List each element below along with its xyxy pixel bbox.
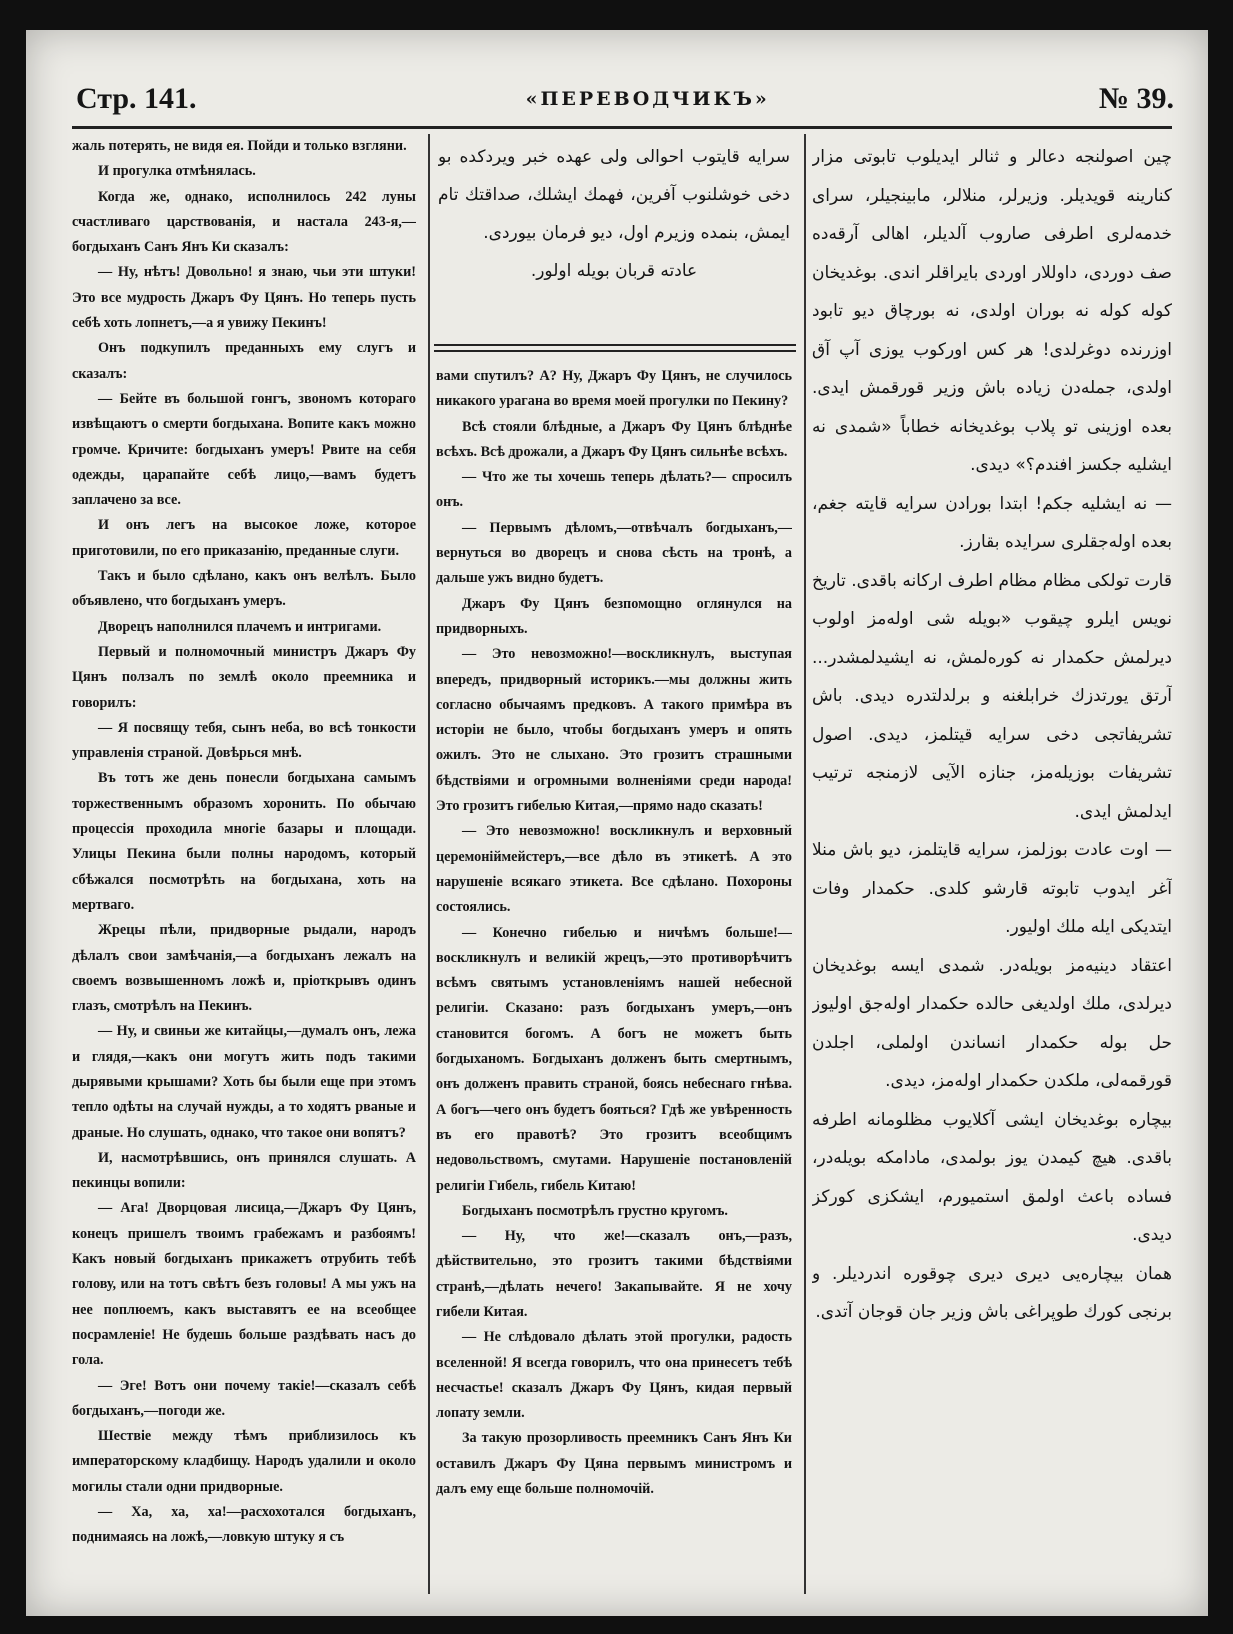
left-paragraph: Дворецъ наполнился плачемъ и интригами.: [98, 618, 382, 635]
mid-paragraph: — Ну, что же!—сказалъ онъ,—разъ, дѣйствительно, это грозитъ такими бѣдствіями странѣ,—дѣлать нечего! Закапывайте. Я не хочу гибели Китая.: [436, 1228, 792, 1320]
column-divider-left: [428, 134, 430, 1594]
ottoman-paragraph: سرایه قایتوب احوالی ولی عهده خبر ویردکده بو دخی خوشلنوب آفرین، فهمك ایشلك، صداقتك تام ایمش، بنمده وزیرم اول، دیو فرمان بیوردی.: [438, 147, 790, 243]
left-paragraph: — Ну, и свиньи же китайцы,—думалъ онъ, лежа и глядя,—какъ они могутъ жить подъ такими дырявыми крышами? Хоть бы были еще при этомъ тепло одѣты на случай нужды, а то ходятъ рваные и драные. Но слушать, однако, что такое они вопятъ?: [72, 1023, 416, 1141]
mid-paragraph: За такую прозорливость преемникъ Санъ Янъ Ки оставилъ Джаръ Фу Цяна первымъ министромъ и далъ ему еще больше полномочій.: [436, 1430, 792, 1498]
right-paragraph: — اوت عادت بوزلمز، سرایه قایتلمز، دیو باش منلا آغر ایدوب تابوته قارشو کلدی. حکمدار وفات ایتدیکی ایله ملك اولیور.: [812, 840, 1172, 937]
ottoman-closing-line: عادته قربان بویله اولور.: [530, 261, 698, 281]
mid-paragraph: Джаръ Фу Цянъ безпомощно оглянулся на придворныхъ.: [436, 595, 792, 637]
right-column-ottoman-text: [812, 138, 1172, 1588]
left-paragraph: — Ну, нѣтъ! Довольно! я знаю, чьи эти штуки! Это все мудрость Джаръ Фу Цянъ. Но теперь пусть себѣ хоть лопнетъ,—а я увижу Пекинъ!: [72, 264, 416, 332]
mid-paragraph: — Это невозможно!—воскликнулъ, выступая впередъ, придворный историкъ.—мы должны жить согласно обычаямъ предковъ. А такого примѣра въ исторіи не было, чтобы богдыханъ умеръ и опять ожилъ. Это не слыхано. Это грозитъ страшными бѣдствіями и огромными волненіями среди народа! Это грозитъ гибелью Китая,—прямо надо сказать!: [436, 646, 792, 815]
right-paragraph: قارت تولکی مظام مظام اطرف ارکانه باقدی. تاریخ نویس ایلرو چیقوب «بویله شی اوله‌مز اولوب دیرلمش حکمدار نه کوره‌لمش، نه ایشیدلمشدر... آرتق یورتدزك خرابلغنه و برلدلتدره دیدی. باش تشریفاتجی دخی سرایه قیتلمز، دیدی. اصول تشریفات بوزیله‌مز، جنازه الآیی لازمنجه ترتیب ایدلمش ایدی.: [812, 570, 1172, 822]
column-divider-right: [804, 134, 806, 1594]
left-paragraph: Шествіе между тѣмъ приблизилось къ императорскому кладбищу. Народъ удалили и около могилы стали одни придворные.: [72, 1428, 416, 1495]
newspaper-title: «ПЕРЕВОДЧИКЪ»: [525, 88, 770, 110]
left-paragraph: Такъ и было сдѣлано, какъ онъ велѣлъ. Было объявлено, что богдыханъ умеръ.: [72, 568, 416, 610]
left-paragraph: И прогулка отмѣнялась.: [98, 163, 256, 180]
page-number: Стр. 141.: [76, 82, 197, 115]
newspaper-page: [26, 30, 1208, 1616]
mid-paragraph: — Не слѣдовало дѣлать этой прогулки, радость вселенной! Я всегда говорилъ, что она принесетъ тебѣ несчастье! сказалъ Джаръ Фу Цянъ, кидая первый лопату земли.: [436, 1329, 792, 1422]
left-paragraph: жаль потерять, не видя ея. Пойди и только взгляни.: [72, 138, 407, 154]
left-paragraph: Жрецы пѣли, придворные рыдали, народъ дѣлалъ свои замѣчанія,—а богдыханъ лежалъ на своемъ возвышенномъ ложѣ и, пріоткрывъ одинъ глазъ, смотрѣлъ на Пекинъ.: [72, 922, 416, 1015]
left-paragraph: — Я посвящу тебя, сынъ неба, во всѣ тонкости управленія страной. Довѣрься мнѣ.: [72, 719, 416, 762]
left-paragraph: Когда же, однако, исполнилось 242 луны счастливаго царствованія, и настала 243-я,— богдыханъ Санъ Янъ Ки сказалъ:: [72, 188, 416, 256]
left-paragraph: И, насмотрѣвшись, онъ принялся слушать. А пекинцы вопили:: [72, 1149, 416, 1192]
masthead: [76, 76, 1174, 122]
left-column-russian-text: [72, 134, 416, 1574]
left-paragraph: Онъ подкупилъ преданныхъ ему слугъ и сказалъ:: [72, 340, 416, 382]
right-paragraph: همان بیچاره‌یی دیری دیری چوقوره اندردیلر. و برنجی کورك طوپراغی باش وزیر جان قوجان آتدی.: [812, 1263, 1172, 1322]
section-divider-lower: [434, 350, 796, 352]
mid-paragraph: — Первымъ дѣломъ,—отвѣчалъ богдыханъ,—вернуться во дворецъ и снова сѣсть на тронѣ, а дальше ужъ видно будетъ.: [436, 519, 792, 587]
middle-column-russian-text: [436, 364, 792, 1560]
left-paragraph: — Бейте въ большой гонгъ, звономъ котораго извѣщаютъ о смерти богдыхана. Вопите какъ можно громче. Кричите: богдыханъ умеръ! Рвите на себя одежды, царапайте себѣ лицо,—вамъ будетъ заплачено за все.: [72, 390, 416, 509]
mid-paragraph: — Это невозможно! воскликнулъ и верховный церемоніймейстеръ,—все дѣло въ этикетѣ. А это нарушеніе всякаго этикета. Все сдѣлано. Похороны состоялись.: [436, 823, 792, 916]
left-paragraph: — Эге! Вотъ они почему такіе!—сказалъ себѣ богдыханъ,—погоди же.: [72, 1377, 416, 1419]
mid-paragraph: вами спутилъ? А? Ну, Джаръ Фу Цянъ, не случилось никакого урагана во время моей прогулки по Пекину?: [436, 368, 792, 410]
section-divider-upper: [434, 344, 796, 346]
mid-paragraph: — Что же ты хочешь теперь дѣлать?— спросилъ онъ.: [436, 469, 792, 511]
mid-paragraph: — Конечно гибелью и ничѣмъ больше!— воскликнулъ и великій жрецъ,—это противорѣчитъ всѣмъ святымъ установленіямъ нашей небесной религіи. Сказано: разъ богдыханъ умеръ,—онъ становится богомъ. А богъ не можетъ быть богдыханомъ. Богдыханъ долженъ быть смертнымъ, онъ долженъ править страной, боясь небеснаго гнѣва. А богъ—чего онъ будетъ бояться? Гдѣ же увѣренность въ его правотѣ? Это грозитъ всеобщимъ недовольствомъ, смутами. Нарушеніе постановленій религіи Гибель, гибель Китаю!: [436, 924, 792, 1194]
mid-paragraph: Всѣ стояли блѣдные, а Джаръ Фу Цянъ блѣднѣе всѣхъ. Всѣ дрожали, а Джаръ Фу Цянъ сильнѣе всѣхъ.: [436, 418, 792, 460]
right-paragraph: — نه ایشلیه جکم! ابتدا بورادن سرایه قایته جغم، بعده اوله‌جقلری سرایده بقارز.: [812, 493, 1172, 552]
right-paragraph: اعتقاد دینیه‌مز بویله‌در. شمدی ایسه بوغدیخان دیرلدی، ملك اولدیغی حالده حکمدار اوله‌جق اولیوز حل بوله حکمدار انساندن اولملی، اجلدن قورقمه‌لی، ملکدن حکمدار اوله‌مز، دیدی.: [812, 955, 1172, 1091]
left-paragraph: Первый и полномочный министръ Джаръ Фу Цянъ ползалъ по землѣ около преемника и говорилъ:: [72, 643, 416, 711]
right-paragraph: بیچاره بوغدیخان ایشی آکلایوب مظلومانه اطرفه باقدی. هیچ کیمدن یوز بولمدی، مادامکه بویله‌در، فساده باعث اولمق استمیورم، ایشکزی کورکز دیدی.: [812, 1109, 1172, 1245]
issue-number: № 39.: [1098, 82, 1174, 115]
left-paragraph: Въ тотъ же день понесли богдыхана самымъ торжественнымъ образомъ хоронить. По обычаю процессія проходила многіе базары и площади. Улицы Пекина были полны народомъ, который сбѣжался посмотрѣть на богдыхана, хоть на мертваго.: [72, 770, 416, 913]
right-paragraph: چین اصولنجه دعالر و ثنالر ایدیلوب تابوتی مزار کنارینه قویدیلر. وزیرلر، منلالر، مابینجیلر، سرای خدمه‌لری اطرفی صاروب آلدیلر، اهالی آرقه‌ده صف دوردی، داوللار اوردی بایراقلر اندی. بوغدیخان کوله کوله نه بوران اولدی، نه بورچاق دیو تابود اوزرنده دوغرلدی! هر کس اورکوب یوزی آپ آق اولدی، جمله‌دن زیاده باش وزیر قورقمش ایدی. بعده اوزینی تو پلاب بوغدیخانه خطاباً «شمدی نه ایشلیه جکسز افندم؟» دیدی.: [812, 147, 1172, 475]
middle-top-ottoman-text: [438, 138, 790, 334]
left-paragraph: И онъ легъ на высокое ложе, которое приготовили, по его приказанію, преданные слуги.: [72, 517, 416, 559]
mid-paragraph: Богдыханъ посмотрѣлъ грустно кругомъ.: [462, 1202, 728, 1219]
left-paragraph: — Ха, ха, ха!—расхохотался богдыханъ, поднимаясь на ложѣ,—ловкую штуку я съ: [72, 1504, 416, 1546]
left-paragraph: — Ага! Дворцовая лисица,—Джаръ Фу Цянъ, конецъ пришелъ твоимъ грабежамъ и разбоямъ! Какъ новый богдыханъ прикажетъ отрубить тебѣ голову, или на тотъ свѣтъ безъ головы! А мы ужъ на нее поплюемъ, какъ выставятъ ее на всеобщее посрамленіе! Не будешь больше раздѣвать насъ до гола.: [72, 1200, 416, 1369]
masthead-rule: [72, 126, 1172, 129]
